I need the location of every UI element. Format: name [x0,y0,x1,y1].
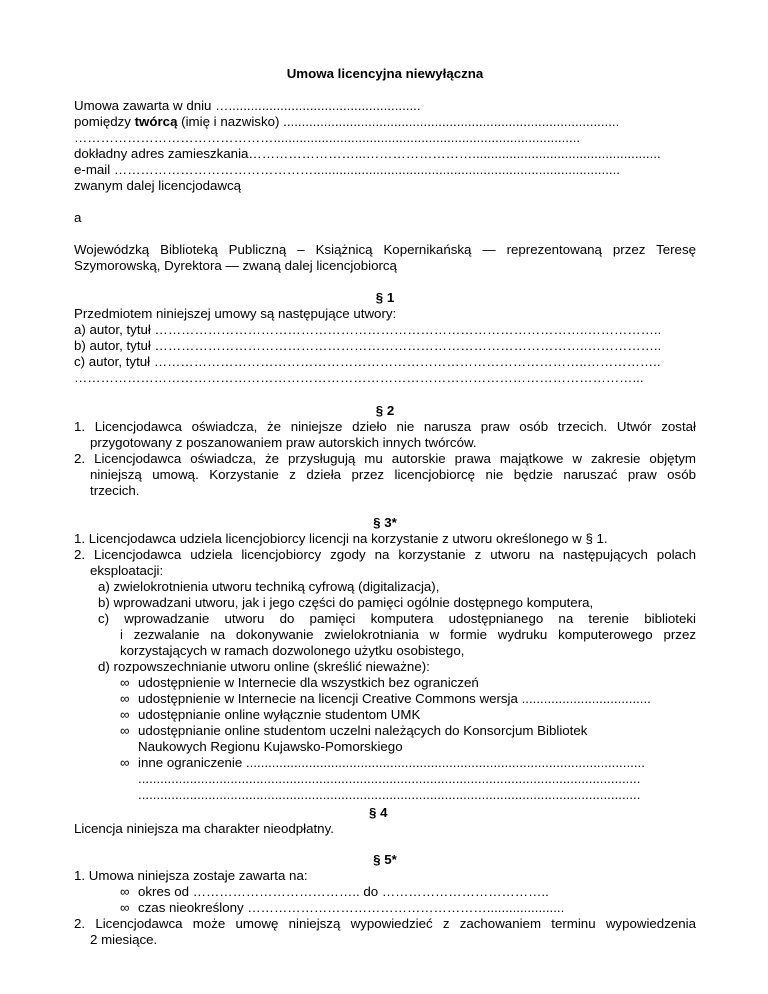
section-3-p2-line2: eksploatacji: [90,563,164,578]
section-2-p2-line3: trzecich. [90,483,140,498]
section-1-blank: ………………………………………………………………………………………………………………... [74,370,644,385]
section-3-heading: § 3* [373,515,397,530]
section-3-option-3 [120,707,420,723]
infinity-bullet-icon: ∞ [120,723,130,738]
section-4-text: Licencja niniejsza ma charakter nieodpłatny. [74,821,334,836]
section-2-p1-line2: przygotowany z poszanowaniem praw autorskich innych twórców. [90,435,477,450]
section-5-p2-line1: 2. Licencjodawca może umowę niniejszą wypowiedzieć z zachowaniem terminu wypowiedzenia [74,916,696,931]
section-5-p2-line2: 2 miesiące. [90,932,158,947]
intro-blank-line: ………………………………………................................................................................... [74,130,581,145]
infinity-bullet-icon: ∞ [120,900,130,915]
section-3-item-b: b) wprowadzani utworu, jak i jego części do pamięci ogólnie dostępnego komputera, [98,595,594,610]
section-1-item-b: b) autor, tytuł ……………………………………………………………………………………..…………….. [74,338,662,353]
section-5-p1: 1. Umowa niniejsza zostaje zawarta na: [74,868,308,883]
section-3-option-1 [120,675,479,691]
option-text: udostępnienie w Internecie na licencji Creative Commons wersja ................................... [138,691,651,706]
section-3-item-c-line3: korzystających w ramach dozwolonego użytku osobistego, [120,643,465,658]
intro-licensor-line: zwanym dalej licencjodawcą [74,178,242,193]
party-line-1: Wojewódzką Biblioteką Publiczną – Książnicą Kopernikańską — reprezentowaną przez Teresę [74,242,696,257]
section-1-text: Przedmiotem niniejszej umowy są następujące utwory: [74,306,397,321]
section-3-option-5 [120,755,645,771]
section-2-p2-line2: niniejszą umową. Korzystanie z dzieła przez licencjobiorcę nie będzie naruszać praw osób [90,467,696,482]
section-3-item-c-line1: c) wprowadzanie utworu do pamięci komputera udostępnianego na terenie biblioteki [98,611,696,626]
section-1-item-a: a) autor, tytuł ……………………………………………………………………………………..…………….. [74,322,662,337]
infinity-bullet-icon: ∞ [120,691,130,706]
intro-email-line: e-mail ………………………………………................................................................................... [74,162,620,177]
section-3-option-2 [120,691,651,707]
section-1-heading: § 1 [375,290,395,305]
infinity-bullet-icon: ∞ [120,675,130,690]
section-5-option-1 [120,884,549,900]
option-text: udostępnianie online studentom uczelni należących do Konsorcjum Bibliotek [138,723,588,738]
section-3-option-5-blank-1: ........................................................................................................................................ [138,771,641,786]
section-3-option-4-line2: Naukowych Regionu Kujawsko-Pomorskiego [138,739,403,754]
section-5-option-2 [120,900,564,916]
intro-creator-bold: twórcą [134,114,178,129]
option-text: okres od ……………………………….. do ……………………………….. [138,884,549,899]
infinity-bullet-icon: ∞ [120,707,130,722]
section-3-item-a: a) zwielokrotnienia utworu techniką cyfrową (digitalizacja), [98,579,440,594]
section-3-option-4 [120,723,696,739]
option-text: czas nieokreślony ………………………………………………..................... [138,900,565,915]
intro-creator-suffix: (imię i nazwisko) ........................................................................................... [177,114,620,129]
section-2-heading: § 2 [375,403,395,418]
section-1-item-c: c) autor, tytuł ……………………………………………………………………………………..…………….. [74,354,661,369]
intro-and: a [74,210,82,225]
section-3-item-c-line2: i zezwalanie na dokonywanie zwielokrotniania w formie wydruku komputerowego przez [120,627,696,642]
option-text: inne ograniczenie ............................................................................................................ [138,755,645,770]
option-text: udostępnienie w Internecie dla wszystkich bez ograniczeń [138,675,479,690]
document-title: Umowa licencyjna niewyłączna [286,66,484,81]
intro-creator-prefix: pomiędzy [74,114,135,129]
intro-address-line: dokładny adres zamieszkania……………………...……………………................................................... [74,146,661,161]
section-3-p2-line1: 2. Licencjodawca udziela licencjobiorcy zgody na korzystanie z utworu na następujących polach [74,547,696,562]
section-2-p2-line1: 2. Licencjodawca oświadcza, że przysługują mu autorskie prawa majątkowe w zakresie objętym [74,451,696,466]
infinity-bullet-icon: ∞ [120,884,130,899]
section-3-p1: 1. Licencjodawca udziela licencjobiorcy licencji na korzystanie z utworu określonego w § 1. [74,531,608,546]
infinity-bullet-icon: ∞ [120,755,130,770]
section-4-heading: § 4 [369,805,388,820]
section-2-p1-line1: 1. Licencjodawca oświadcza, że niniejsze dzieło nie narusza praw osób trzecich. Utwór został [74,419,696,434]
section-3-item-d: d) rozpowszechnianie utworu online (skreślić nieważne): [98,659,430,674]
intro-date-line: Umowa zawarta w dniu ….................................................... [74,98,421,113]
option-text: udostępnianie online wyłącznie studentom UMK [138,707,421,722]
section-3-option-5-blank-2: ........................................................................................................................................ [138,787,641,802]
section-5-heading: § 5* [373,852,397,867]
party-line-2: Szymorowską, Dyrektora — zwaną dalej licencjobiorcą [74,258,397,273]
intro-creator-line [74,114,619,130]
